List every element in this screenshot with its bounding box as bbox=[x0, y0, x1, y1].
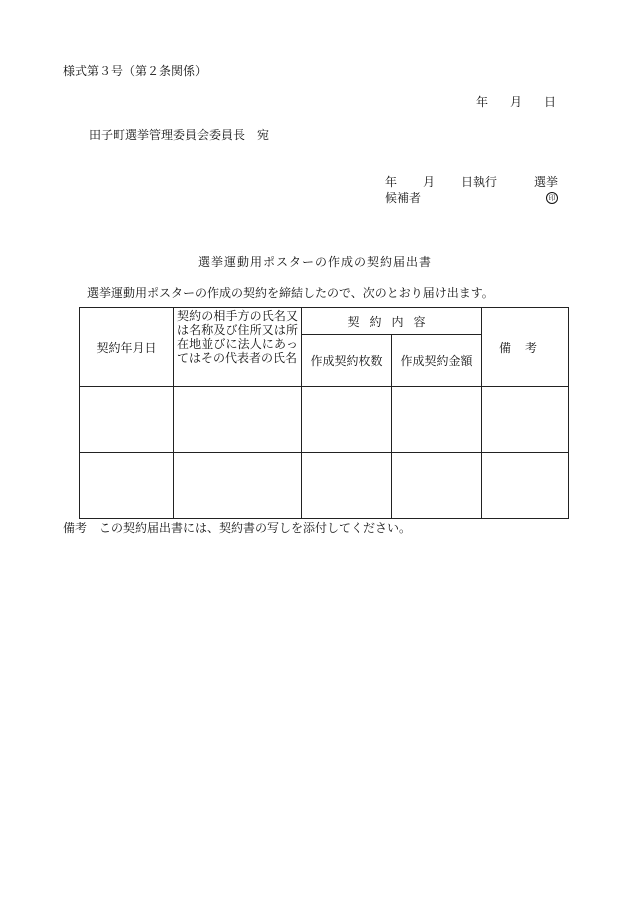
cell-contract-party[interactable] bbox=[174, 453, 302, 519]
date-year-label: 年 bbox=[475, 95, 488, 109]
election-label: 選挙 bbox=[533, 175, 558, 189]
contract-table bbox=[79, 307, 569, 519]
cell-contract-date[interactable] bbox=[80, 453, 174, 519]
footnote: 備考 この契約届出書には、契約書の写しを添付してください。 bbox=[63, 521, 412, 535]
document-title: 選挙運動用ポスターの作成の契約届出書 bbox=[197, 255, 432, 269]
exec-day-label: 日執行 bbox=[461, 175, 498, 189]
cell-remarks[interactable] bbox=[482, 387, 569, 453]
exec-year-label: 年 bbox=[385, 175, 398, 189]
cell-amount[interactable] bbox=[392, 387, 482, 453]
form-number: 様式第３号（第２条関係） bbox=[63, 64, 208, 78]
cell-quantity[interactable] bbox=[302, 453, 392, 519]
addressee: 田子町選挙管理委員会委員長 宛 bbox=[89, 128, 270, 142]
cell-remarks[interactable] bbox=[482, 453, 569, 519]
header-remarks: 備考 bbox=[482, 308, 569, 387]
candidate-label: 候補者 bbox=[385, 191, 422, 205]
cell-contract-date[interactable] bbox=[80, 387, 174, 453]
header-contract-date: 契約年月日 bbox=[80, 308, 174, 387]
header-quantity: 作成契約枚数 bbox=[302, 335, 392, 387]
table-row bbox=[80, 387, 569, 453]
date-day-label: 日 bbox=[543, 95, 556, 109]
election-date-line bbox=[385, 176, 558, 188]
cell-quantity[interactable] bbox=[302, 387, 392, 453]
header-contract-details: 契約内容 bbox=[302, 308, 482, 335]
date-month-label: 月 bbox=[509, 95, 522, 109]
cell-contract-party[interactable] bbox=[174, 387, 302, 453]
intro-text: 選挙運動用ポスターの作成の契約を締結したので、次のとおり届け出ます。 bbox=[87, 286, 494, 300]
seal-mark: 印 bbox=[546, 192, 558, 204]
header-amount: 作成契約金額 bbox=[392, 335, 482, 387]
submission-date bbox=[476, 96, 556, 108]
cell-amount[interactable] bbox=[392, 453, 482, 519]
table-row bbox=[80, 453, 569, 519]
candidate-line bbox=[385, 192, 558, 204]
header-contract-party: 契約の相手方の氏名又は名称及び住所又は所在地並びに法人にあってはその代表者の氏名 bbox=[174, 308, 302, 387]
exec-month-label: 月 bbox=[423, 175, 436, 189]
